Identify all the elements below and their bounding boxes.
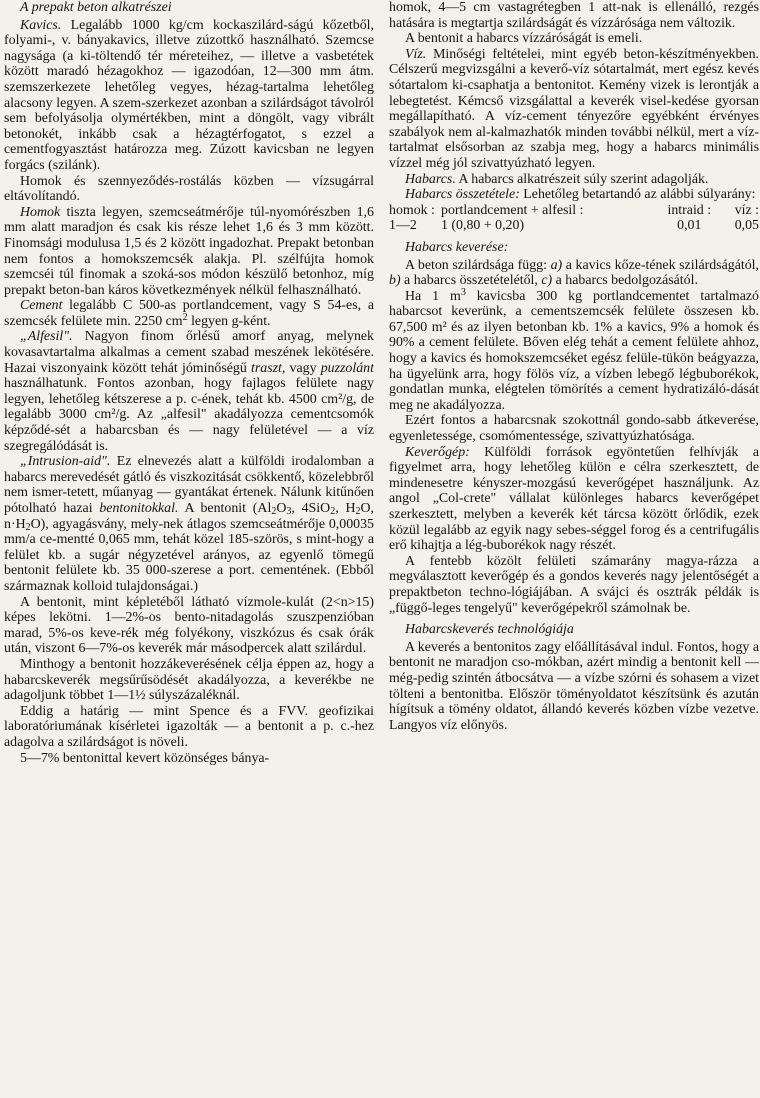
text-ia-f: O, n·H <box>4 501 374 532</box>
text-ia-a: Ez elnevezés alatt a külföldi irodalomban a habarcs merevedését gátló és viszkozitását csökkentő, közelebbről nem ismer-tetett, műanyag — gyantákat értenek. Nálunk kitűnően pótolható hazai <box>4 454 374 516</box>
text-kev2-a: Ha 1 m <box>405 288 461 304</box>
text-habarcs: A habarcs alkatrészeit súly szerint adagolják. <box>455 171 709 187</box>
text-cement-a: legalább C 500-as portlandcement, vagy S 54-es, a szemcsék felülete min. 2250 cm <box>4 298 374 329</box>
term-intrusion-aid: „Intrusion-aid". <box>20 454 111 470</box>
table-cell: 0,05 <box>734 218 759 234</box>
term-traszt: traszt, <box>250 360 286 376</box>
superscript-3: 3 <box>460 286 466 298</box>
text-kev-c: a habarcs összetételétől, <box>400 273 542 289</box>
paragraph-fentebb: A fentebb közölt felületi számarány magya-rázza a megválasztott keverőgép és a gondos keverés nagy jelentőségét a prepaktbeton techno-lógiájában. A svájci és osztrák példák is „függő-leges tengelyű" keverőgépekről számolnak be. <box>389 553 759 616</box>
text-alfesil-b: vagy <box>285 360 321 376</box>
mix-ratio-table <box>389 203 759 234</box>
paragraph-vizzarosag: A bentonit a habarcs vízzáróságát is emeli. <box>405 31 643 47</box>
table-cell: víz : <box>734 202 759 218</box>
paragraph-cement <box>4 298 374 329</box>
subscript: 2 <box>330 506 336 517</box>
right-column <box>389 0 759 1098</box>
term-habarcs: Habarcs. <box>405 171 456 187</box>
left-column <box>4 0 374 1098</box>
text-alfesil-a: Nagyon finom őrlésű amorf anyag, melynek kovasavtartalma alkalmas a cement szabad meszének lekötésére. Hazai viszonyaink között tehát jóminőségű <box>4 329 374 376</box>
text-ia-g: O), agyagásvány, mely-nek átlagos szemcseátmérője 0,00035 mm/a ce-mentté 0,065 mm, tehát közel 185-szörös, s mint-hogy a felület kb. a sugár négyzetével arányos, az egyenlő tömegű bentonit felülete kb. 35 000-szerese a port. cementének. (Ebből származnak kolloid tulajdonságai.) <box>4 516 374 594</box>
paragraph-technologia: A keverés a bentonitos zagy előállításával indul. Fontos, hogy a bentonit ne maradjon cso-mókban, azért mindig a bentonit kell — még-pedig szintén átbocsátva — a vízbe szórni és sohasem a vizet tölteni a bentonitba. Először töményoldatot készítsünk és azután hígítsuk a tömény oldatot, állandó keverés közben vízbe vezetve. Langyos víz előnyös. <box>389 639 759 733</box>
section-heading-components: A prepakt beton alkatrészei <box>20 0 172 15</box>
text-kev2-b: kavicsba 300 kg portlandcementet tartalmazó habarcsot keverünk, a cementszemcsék felülete összesen kb. 67,500 m² és az ilyen betonban kb. 1% a kavics, 9% a homok és 90% a cement felülete. Bőven elég tehát a cement felülete ahhoz, hogy a kavics és homokszemcséket egész felüle-tükön beágyazza, ha ügyelünk arra, hogy fölös víz, a vízben lebegő légbuborékok, gondatlan munka, elégtelen tömörítés a cement hydratizáló-dását meg ne akadályozza. <box>389 288 759 413</box>
text-ia-b: A bentonit (Al <box>178 501 272 516</box>
subscript: 2 <box>355 506 361 517</box>
term-kavics: Kavics. <box>20 17 62 33</box>
term-alfesil: „Alfesil". <box>20 329 73 345</box>
text-kev-b: a kavics kőze-tének szilárdságától, <box>562 257 759 273</box>
paragraph-ezert: Ezért fontos a habarcsnak szokottnál gondo-sabb átkeverése, egyenletessége, csomómentessége, szivattyúzhatósága. <box>389 413 759 445</box>
term-puzzolan: puzzolánt <box>320 360 374 376</box>
text-kavics: Legalább 1000 kg/cm kockaszilárd-ságú kőzetből, folyami-, v. bányakavics, illetve zúzottkő használható. Szemcse nagysága (a ki-töltendő tér méreteihez, — illetve a vasbetétek között maradó hézagokhoz — igazodóan, 12—300 mm átm. szemszerkezete lehetőleg vegyes, hézag-tartalma lehetőleg alacsony legyen. A szem-szerkezet azonban a szilárdságot távolról sem befolyásolja olymértékben, mint a döngölt, vagy vibrált betonokét, inkább csak a hézagtérfogatot, s ezzel a cementfogyasztást határozza meg. Zúzott kavicsban ne legyen forgács (szilánk). <box>4 17 374 173</box>
text-ia-e: , H <box>335 501 356 516</box>
text-keverogep: Külföldi források egyöntetűen felhívják a figyelmet arra, hogy lehetőleg külön e célra szerkesztett, de mindenesetre kényszer-mozgású keverőgépet használjunk. Az angol „Col-crete" vállalat különleges habarcs keverőgépet szerkesztett, melyben a keverék két tárcsa között őrlődik, ezek közül legalább az egyik nagy sebes-séggel forog és a centrifugális erő kihajtja a lég-buborékok nagy részét. <box>389 444 759 554</box>
paragraph-szilardsag <box>389 258 759 289</box>
term-cement: Cement <box>20 298 63 314</box>
subscript: 3 <box>286 506 292 517</box>
paragraph-homok <box>4 205 374 299</box>
paragraph-habarcs <box>389 172 759 188</box>
paragraph-keverogep <box>389 445 759 554</box>
list-marker: c) <box>541 273 553 289</box>
subscript: 2 <box>25 521 31 533</box>
paragraph-minthogy: Minthogy a bentonit hozzákeverésének célja éppen az, hogy a habarcskeverék megsűrűsödését akadályozza, a keverékbe ne adagoljunk többet 1—1½ súlyszázaléknál. <box>4 656 374 704</box>
superscript-2: 2 <box>182 311 188 323</box>
table-cell: 1—2 <box>389 218 417 234</box>
term-keverogep: Keverőgép: <box>405 444 470 460</box>
text-cement-b: legyen g-ként. <box>187 313 271 329</box>
text-kev-a: A beton szilárdsága függ: <box>405 257 551 273</box>
section-heading-keveres: Habarcs keverése: <box>405 239 509 255</box>
text-viz: Minőségi feltételei, mint egyéb beton-készítményekben. Célszerű megvizsgálni a keverő-víz sótartalmát, mert egész kevés sótartalom ki-csaphatja a bentonitot. Kemény vizek is lerontják a lebegtetést. Kémcső vizsgálattal a keverék visel-kedése gyorsan megállapítható. A víz-cement tényezőre egyébként érvényes szabályok nem al-kalmazhatók minden további nélkül, mert a víz-tartalmat elsősorban az szabja meg, hogy a habarcs minimális vízzel még jól szivattyúzható legyen. <box>389 46 759 171</box>
text-osszetetel: Lehetőleg betartandó az alábbi súlyarány: <box>519 187 756 203</box>
term-viz: Víz. <box>405 46 427 62</box>
text-kev-d: a habarcs bedolgozásától. <box>552 273 698 289</box>
text-alfesil-c: használhatunk. Fontos azonban, hogy fajlagos felülete nagy legyen, lehetőleg kétszerese a p. c-ének, tehát kb. 4500 cm²/g, de legalább 3000 cm²/g. Az „alfesil" akadályozza cementcsomók képződé-sét a habarcsban és — nagy felületével — a víz szegregálódását is. <box>4 376 374 454</box>
table-row <box>389 203 759 219</box>
paragraph-eddig: Eddig a határig — mint Spence és a FVV. geofizikai laboratóriumának kísérletei igazolták — a bentonit a p. c.-hez adagolva a szilárdságot is növeli. <box>4 703 374 750</box>
paragraph-viz <box>389 47 759 172</box>
table-cell: 1 (0,80 + 0,20) <box>441 218 525 234</box>
paragraph-continuation: homok, 4—5 cm vastagrétegben 1 att-nak is ellenálló, rezgés hatására is megtartja szilárdságát és vízzárósága nem változik. <box>389 0 759 31</box>
paragraph-kavics <box>4 18 374 174</box>
table-cell: portlandcement + alfesil : <box>441 202 584 218</box>
paragraph-alfesil <box>4 329 374 454</box>
subscript: 2 <box>271 506 277 517</box>
paragraph-osszetetel <box>389 187 759 203</box>
paragraph-last-left: 5—7% bentonittal kevert közönséges bánya- <box>20 750 270 766</box>
paragraph-homok-rostalas: Homok és szennyeződés-rostálás közben — vízsugárral eltávolítandó. <box>4 173 374 205</box>
paragraph-intrusion-aid <box>4 454 374 594</box>
paragraph-kavicsba <box>389 286 759 414</box>
text-homok: tiszta legyen, szemcseátmérője túl-nyomórészben 1,6 mm alatt maradjon és csak kis része lehet 1,6 és 3 mm között. Finomsági modulusa 1,5 és 2 között ingadozhat. Prepakt betonban nem fontos a homokszemcsék alakja. Pl. szélfújta homok szemcséi túl finomak a szoká-sos módon készülő betonhoz, míg prepakt beton-ban káros következmények nélkül felhasználható. <box>4 204 374 298</box>
table-row <box>389 218 759 234</box>
list-marker: a) <box>550 257 563 273</box>
term-osszetetel: Habarcs összetétele: <box>405 187 520 203</box>
text-ia-c: O <box>276 501 287 516</box>
table-cell: 0,01 <box>677 218 702 234</box>
paragraph-bentonit-vizmolekula: A bentonit, mint képletéből látható vízmole-kulát (2<n>15) képes lekötni. 1—2%-os bento-nitadagolás szuszpenzióban marad, 5%-os keve-rék még folyékony, viszkózus és csak órák után, viszont 6—7%-os keverék már másodpercek alatt szilárdul. <box>4 594 374 657</box>
list-marker: b) <box>389 273 401 289</box>
term-bentonit: bentonitokkal. <box>99 501 179 516</box>
text-ia-d: , 4SiO <box>291 501 331 516</box>
section-heading-technologia: Habarcskeverés technológiája <box>405 622 574 638</box>
term-homok: Homok <box>20 204 61 220</box>
table-cell: intraid : <box>667 202 712 218</box>
table-cell: homok : <box>389 202 435 218</box>
